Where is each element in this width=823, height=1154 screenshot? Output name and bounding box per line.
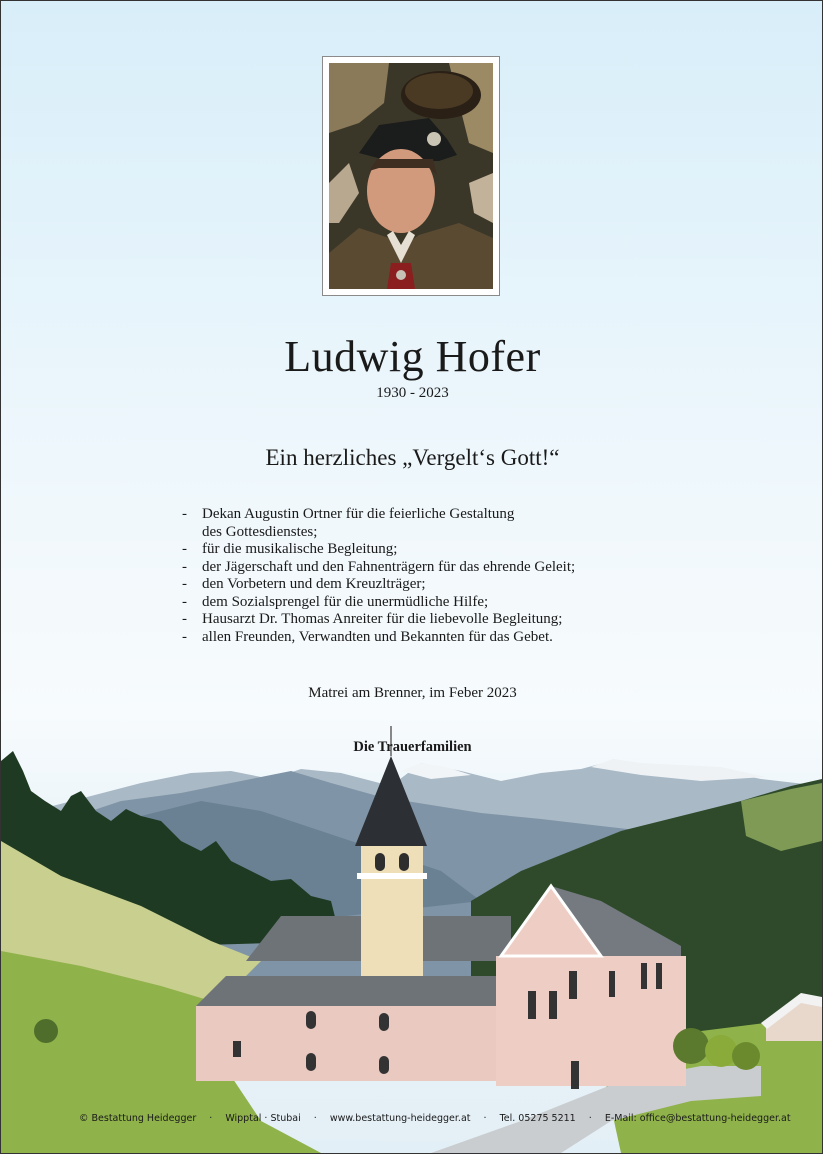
footer-region: Wipptal · Stubai — [225, 1113, 301, 1124]
portrait-frame — [322, 56, 500, 296]
portrait-photo — [329, 63, 493, 289]
list-item: - Dekan Augustin Ortner für die feierliche Gestaltung — [182, 506, 515, 522]
footer-email-link[interactable]: E-Mail: office@bestattung-heidegger.at — [604, 1113, 791, 1124]
list-item-continuation: des Gottesdienstes; — [202, 523, 318, 540]
footer-phone: Tel. 05275 5211 — [499, 1113, 576, 1124]
footer: © Bestattung Heidegger · Wipptal · Stubai · www.bestattung-heidegger.at · Tel. 05275 5211 · E-Mail: office@bestattung-heidegger.at — [79, 1113, 791, 1124]
thanks-heading: Ein herzliches „Vergelt‘s Gott!“ — [265, 445, 560, 470]
place-date: Matrei am Brenner, im Feber 2023 — [308, 685, 517, 701]
list-item: - den Vorbetern und dem Kreuzlträger; — [182, 576, 426, 592]
portrait-man-icon — [329, 63, 493, 289]
signature: Die Trauerfamilien — [353, 739, 472, 755]
list-item: - dem Sozialsprengel für die unermüdliche Hilfe; — [182, 593, 489, 610]
list-item: - der Jägerschaft und den Fahnenträgern für das ehrende Geleit; — [182, 558, 576, 575]
thanks-list — [182, 506, 642, 646]
footer-copyright: © Bestattung Heidegger — [79, 1113, 197, 1124]
deceased-name: Ludwig Hofer — [284, 332, 541, 381]
list-item: - Hausarzt Dr. Thomas Anreiter für die liebevolle Begleitung; — [182, 611, 563, 627]
list-item: - für die musikalische Begleitung; — [182, 541, 398, 557]
list-item: - allen Freunden, Verwandten und Bekannten für das Gebet. — [182, 628, 553, 645]
footer-website-link[interactable]: www.bestattung-heidegger.at — [329, 1113, 471, 1124]
landscape-church-picture — [1, 701, 822, 1153]
life-years: 1930 - 2023 — [376, 385, 449, 401]
